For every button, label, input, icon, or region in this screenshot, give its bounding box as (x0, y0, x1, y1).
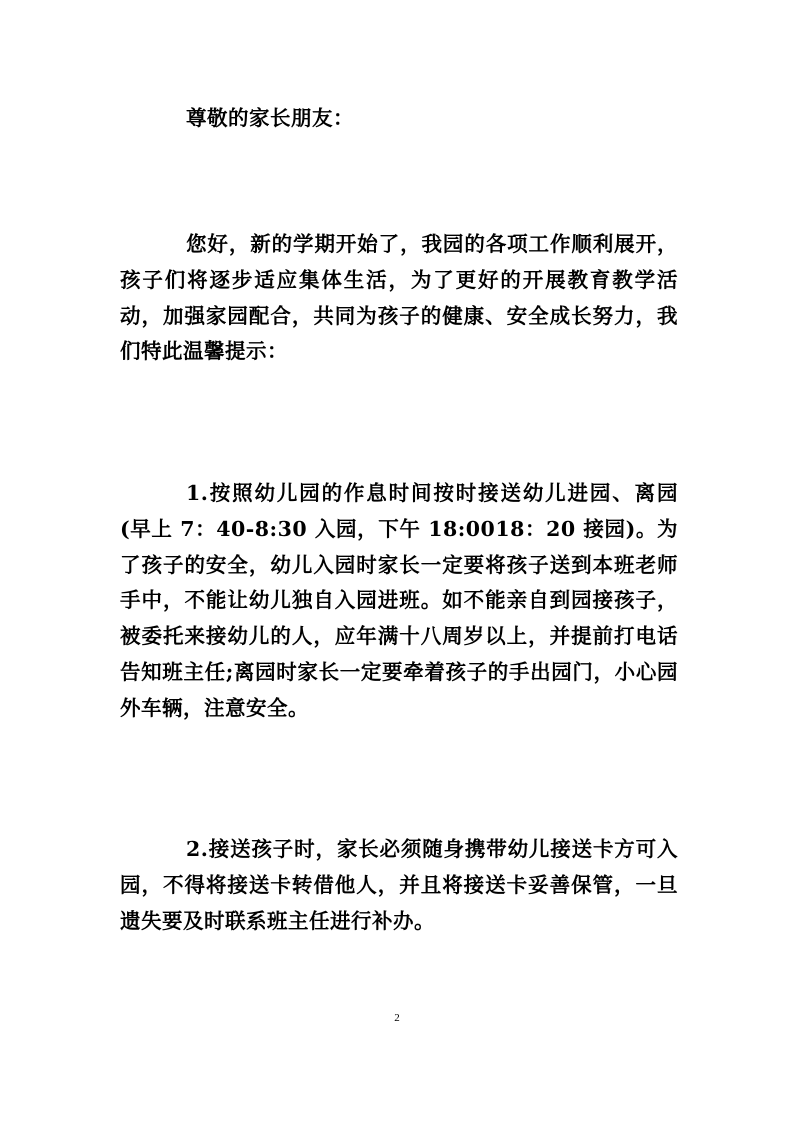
paragraph-item-1: 1.按照幼儿园的作息时间按时接送幼儿进园、离园(早上 7：40-8:30 入园，下午 18:0018：20 接园)。为了孩子的安全，幼儿入园时家长一定要将孩子送到本班老师手中，不能让幼儿独自入园进班。如不能亲自到园接孩子，被委托来接幼儿的人，应年满十八周岁以上，并提前打电话告知班主任;离园时家长一定要牵着孩子的手出园门，小心园外车辆，注意安全。 (120, 481, 678, 720)
paragraph-intro: 您好，新的学期开始了，我园的各项工作顺利展开，孩子们将逐步适应集体生活，为了更好的开展教育教学活动，加强家园配合，共同为孩子的健康、安全成长努力，我们特此温馨提示： (120, 232, 678, 364)
page-number: 2 (394, 1012, 400, 1024)
paragraph-item-2: 2.接送孩子时，家长必须随身携带幼儿接送卡方可入园，不得将接送卡转借他人，并且将接送卡妥善保管，一旦遗失要及时联系班主任进行补办。 (120, 837, 678, 933)
greeting: 尊敬的家长朋友： (186, 106, 354, 130)
